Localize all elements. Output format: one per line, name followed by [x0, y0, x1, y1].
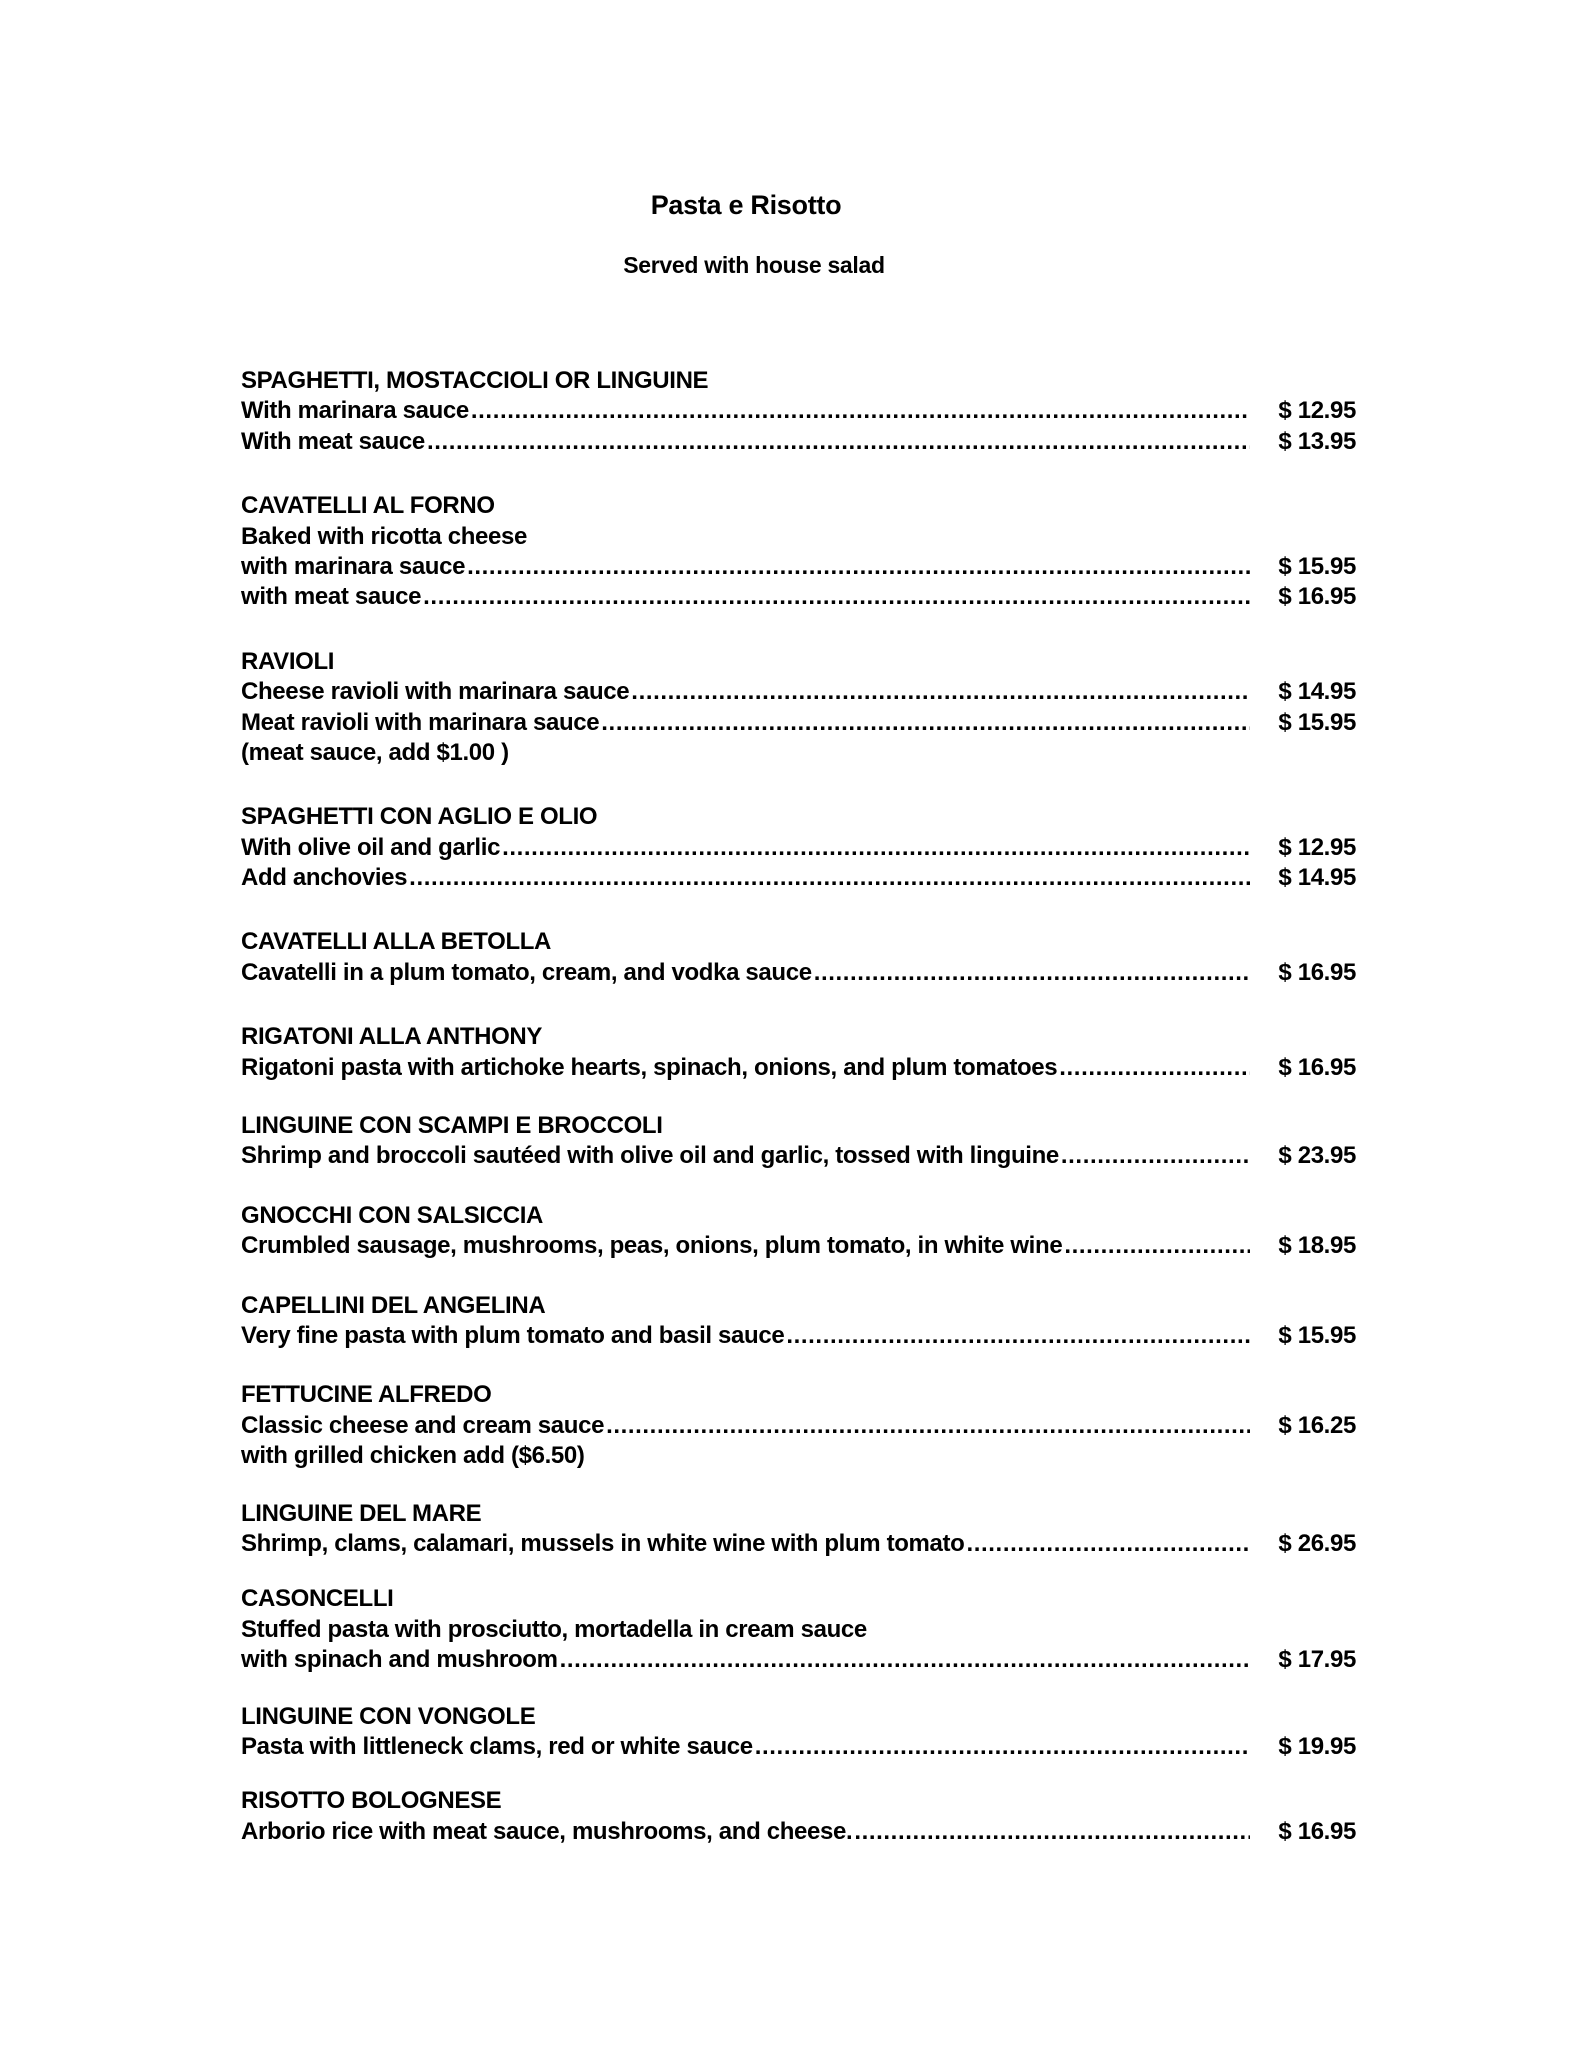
- section-name: SPAGHETTI CON AGLIO E OLIO: [241, 803, 598, 831]
- item-description: Shrimp and broccoli sautéed with olive oil and garlic, tossed with linguine: [241, 1142, 1059, 1170]
- menu-section: [241, 647, 1356, 769]
- item-description: Crumbled sausage, mushrooms, peas, onions, plum tomato, in white wine: [241, 1232, 1063, 1260]
- menu-section: [241, 366, 1356, 457]
- leader-dots: [755, 1732, 1250, 1762]
- item-description: Cavatelli in a plum tomato, cream, and vodka sauce: [241, 958, 812, 986]
- page-subtitle: Served with house salad: [623, 252, 885, 278]
- item-description: Cheese ravioli with marinara sauce: [241, 678, 630, 706]
- item-price: $ 14.95: [1278, 864, 1356, 892]
- item-price: $ 15.95: [1278, 552, 1356, 580]
- section-name: SPAGHETTI, MOSTACCIOLI OR LINGUINE: [241, 367, 709, 394]
- section-name: CAPELLINI DEL ANGELINA: [241, 1291, 546, 1319]
- menu-section: [241, 802, 1356, 893]
- item-price: $ 16.95: [1278, 958, 1356, 986]
- item-description: Arborio rice with meat sauce, mushrooms, and cheese.: [241, 1817, 853, 1845]
- menu-line: [241, 1817, 1356, 1847]
- leader-dots: [631, 677, 1250, 707]
- leader-dots: [409, 863, 1250, 893]
- item-price: $ 15.95: [1278, 708, 1356, 736]
- section-name: RISOTTO BOLOGNESE: [241, 1787, 502, 1815]
- item-description: Classic cheese and cream sauce: [241, 1411, 605, 1439]
- section-name: LINGUINE CON VONGOLE: [241, 1702, 536, 1730]
- item-price: $ 12.95: [1278, 397, 1356, 425]
- leader-dots: [854, 1817, 1250, 1847]
- section-name: GNOCCHI CON SALSICCIA: [241, 1201, 543, 1229]
- menu-line: [241, 833, 1356, 863]
- item-price: $ 26.95: [1278, 1529, 1356, 1557]
- menu-section: [241, 1786, 1356, 1847]
- item-description: (meat sauce, add $1.00 ): [241, 738, 509, 766]
- item-price: $ 16.95: [1278, 1053, 1356, 1081]
- item-price: $ 16.95: [1278, 1817, 1356, 1845]
- leader-dots: [423, 582, 1250, 612]
- leader-dots: [1061, 1141, 1250, 1171]
- menu-section: [241, 1201, 1356, 1262]
- leader-dots: [467, 552, 1250, 582]
- item-description: with grilled chicken add ($6.50): [241, 1442, 585, 1470]
- item-price: $ 16.25: [1278, 1411, 1356, 1439]
- menu-line: [241, 1411, 1356, 1441]
- leader-dots: [560, 1645, 1250, 1675]
- item-description: Stuffed pasta with prosciutto, mortadella in cream sauce: [241, 1615, 867, 1643]
- leader-dots: [606, 1411, 1250, 1441]
- section-name: CAVATELLI AL FORNO: [241, 492, 495, 520]
- menu-section: [241, 1291, 1356, 1352]
- item-description: Add anchovies: [241, 864, 408, 892]
- item-description: With marinara sauce: [241, 397, 469, 425]
- menu-line: [241, 677, 1356, 707]
- menu-list: [241, 338, 1356, 1847]
- item-price: $ 23.95: [1278, 1142, 1356, 1170]
- leader-dots: [786, 1321, 1250, 1351]
- menu-line: [241, 1529, 1356, 1559]
- item-description: with meat sauce: [241, 583, 422, 611]
- item-price: $ 12.95: [1278, 833, 1356, 861]
- leader-dots: [1059, 1053, 1250, 1083]
- menu-line: [241, 1441, 1356, 1471]
- menu-section: [241, 927, 1356, 988]
- section-name: RAVIOLI: [241, 647, 335, 675]
- section-name: LINGUINE CON SCAMPI E BROCCOLI: [241, 1112, 663, 1140]
- item-price: $ 15.95: [1278, 1321, 1356, 1349]
- leader-dots: [601, 708, 1250, 738]
- item-description: With meat sauce: [241, 427, 425, 455]
- item-price: $ 16.95: [1278, 583, 1356, 611]
- leader-dots: [1064, 1231, 1250, 1261]
- menu-line: [241, 738, 1356, 768]
- menu-line: [241, 522, 1356, 552]
- menu-section: [241, 1702, 1356, 1763]
- section-name: LINGUINE DEL MARE: [241, 1499, 482, 1527]
- item-description: with spinach and mushroom: [241, 1646, 558, 1674]
- leader-dots: [502, 833, 1250, 863]
- menu-line: [241, 708, 1356, 738]
- item-description: Very fine pasta with plum tomato and basil sauce: [241, 1321, 785, 1349]
- menu-section: [241, 491, 1356, 613]
- item-description: Shrimp, clams, calamari, mussels in white wine with plum tomato: [241, 1529, 965, 1557]
- section-name: CAVATELLI ALLA BETOLLA: [241, 928, 552, 956]
- section-name: RIGATONI ALLA ANTHONY: [241, 1023, 543, 1051]
- menu-section: [241, 1499, 1356, 1560]
- section-name: CASONCELLI: [241, 1585, 394, 1613]
- leader-dots: [471, 396, 1250, 426]
- item-price: $ 19.95: [1278, 1732, 1356, 1760]
- item-description: Rigatoni pasta with artichoke hearts, spinach, onions, and plum tomatoes: [241, 1053, 1058, 1081]
- menu-line: [241, 1231, 1356, 1261]
- page-title: Pasta e Risotto: [650, 190, 842, 220]
- menu-line: [241, 427, 1356, 457]
- menu-line: [241, 582, 1356, 612]
- menu-section: [241, 1584, 1356, 1675]
- leader-dots: [427, 427, 1250, 457]
- item-price: $ 17.95: [1278, 1646, 1356, 1674]
- menu-line: [241, 958, 1356, 988]
- menu-line: [241, 863, 1356, 893]
- leader-dots: [966, 1529, 1250, 1559]
- item-description: Baked with ricotta cheese: [241, 522, 528, 550]
- item-price: $ 14.95: [1278, 678, 1356, 706]
- menu-line: [241, 1053, 1356, 1083]
- menu-section: [241, 1022, 1356, 1083]
- menu-section: [241, 1380, 1356, 1471]
- menu-line: [241, 1732, 1356, 1762]
- item-description: Pasta with littleneck clams, red or white sauce: [241, 1732, 753, 1760]
- menu-line: [241, 1645, 1356, 1675]
- menu-line: [241, 396, 1356, 426]
- item-price: $ 13.95: [1278, 427, 1356, 455]
- menu-line: [241, 1615, 1356, 1645]
- leader-dots: [814, 958, 1250, 988]
- section-name: FETTUCINE ALFREDO: [241, 1381, 492, 1409]
- item-description: Meat ravioli with marinara sauce: [241, 708, 600, 736]
- menu-line: [241, 1321, 1356, 1351]
- menu-section: [241, 1111, 1356, 1172]
- item-description: with marinara sauce: [241, 552, 466, 580]
- menu-line: [241, 552, 1356, 582]
- item-description: With olive oil and garlic: [241, 833, 501, 861]
- menu-line: [241, 1141, 1356, 1171]
- item-price: $ 18.95: [1278, 1232, 1356, 1260]
